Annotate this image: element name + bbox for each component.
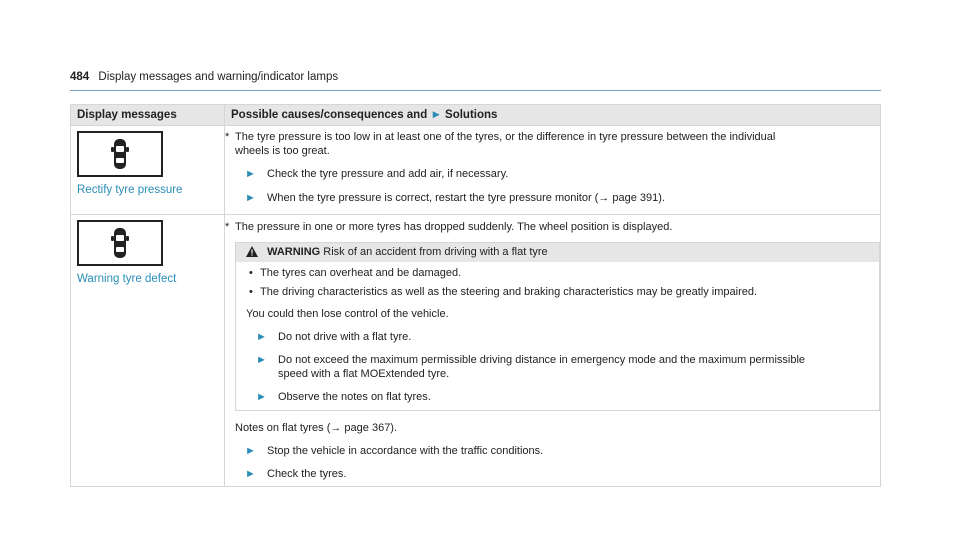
solution-step: ► Check the tyre pressure and add air, if necessary. [245, 168, 509, 180]
warning-note: You could then lose control of the vehicle. [246, 308, 449, 320]
solution-step: ► Do not exceed the maximum permissible driving distance in emergency mode and the maximum permissible speed with a flat MOExtended tyre. [256, 354, 806, 380]
page-header [70, 71, 338, 83]
display-messages-table [70, 104, 881, 487]
cause-text-cont: wheels is too great. [235, 145, 330, 157]
arrow-icon: ► [256, 354, 267, 366]
solution-step: ► When the tyre pressure is correct, restart the tyre pressure monitor (→ page 391). [245, 192, 665, 204]
car-top-view-icon [77, 220, 163, 266]
table-row [71, 126, 881, 215]
page-number: 484 [70, 71, 90, 83]
table-row [71, 215, 881, 487]
notes-reference: Notes on flat tyres (→ page 367). [235, 422, 398, 434]
col-header-causes: Possible causes/consequences and ► Solutions [225, 105, 881, 126]
warning-triangle-icon [246, 245, 258, 264]
arrow-icon: ► [245, 192, 256, 204]
solution-step: ► Do not drive with a flat tyre. [256, 331, 412, 343]
display-message-cell [71, 126, 225, 215]
arrow-icon: ► [256, 331, 267, 343]
warning-header: WARNING Risk of an accident from driving with a flat tyre [236, 243, 879, 262]
message-label: Warning tyre defect [77, 273, 177, 285]
list-item: • The tyres can overheat and be damaged. [249, 267, 462, 279]
table-header-row [71, 105, 881, 126]
causes-cell [225, 215, 881, 487]
solution-step: ► Stop the vehicle in accordance with the traffic conditions. [245, 445, 544, 457]
solution-step: ► Observe the notes on flat tyres. [256, 391, 431, 403]
cause-text: * The tyre pressure is too low in at least one of the tyres, or the difference in tyre pressure between the individual [225, 131, 776, 143]
car-top-view-icon [77, 131, 163, 177]
arrow-icon: ► [430, 109, 442, 121]
warning-body [236, 262, 879, 410]
cause-text: * The pressure in one or more tyres has dropped suddenly. The wheel position is displayed. [225, 221, 673, 233]
causes-cell [225, 126, 881, 215]
arrow-icon: ► [245, 468, 256, 480]
col-header-display-messages: Display messages [71, 105, 225, 126]
section-title: Display messages and warning/indicator lamps [98, 71, 339, 83]
message-label: Rectify tyre pressure [77, 184, 183, 196]
header-divider [70, 90, 881, 91]
arrow-icon: ► [256, 391, 267, 403]
arrow-icon: ► [245, 168, 256, 180]
warning-box [235, 242, 880, 411]
list-item: • The driving characteristics as well as the steering and braking characteristics may be greatly impaired. [249, 286, 758, 298]
arrow-icon: ► [245, 445, 256, 457]
display-message-cell [71, 215, 225, 487]
solution-step: ► Check the tyres. [245, 468, 347, 480]
